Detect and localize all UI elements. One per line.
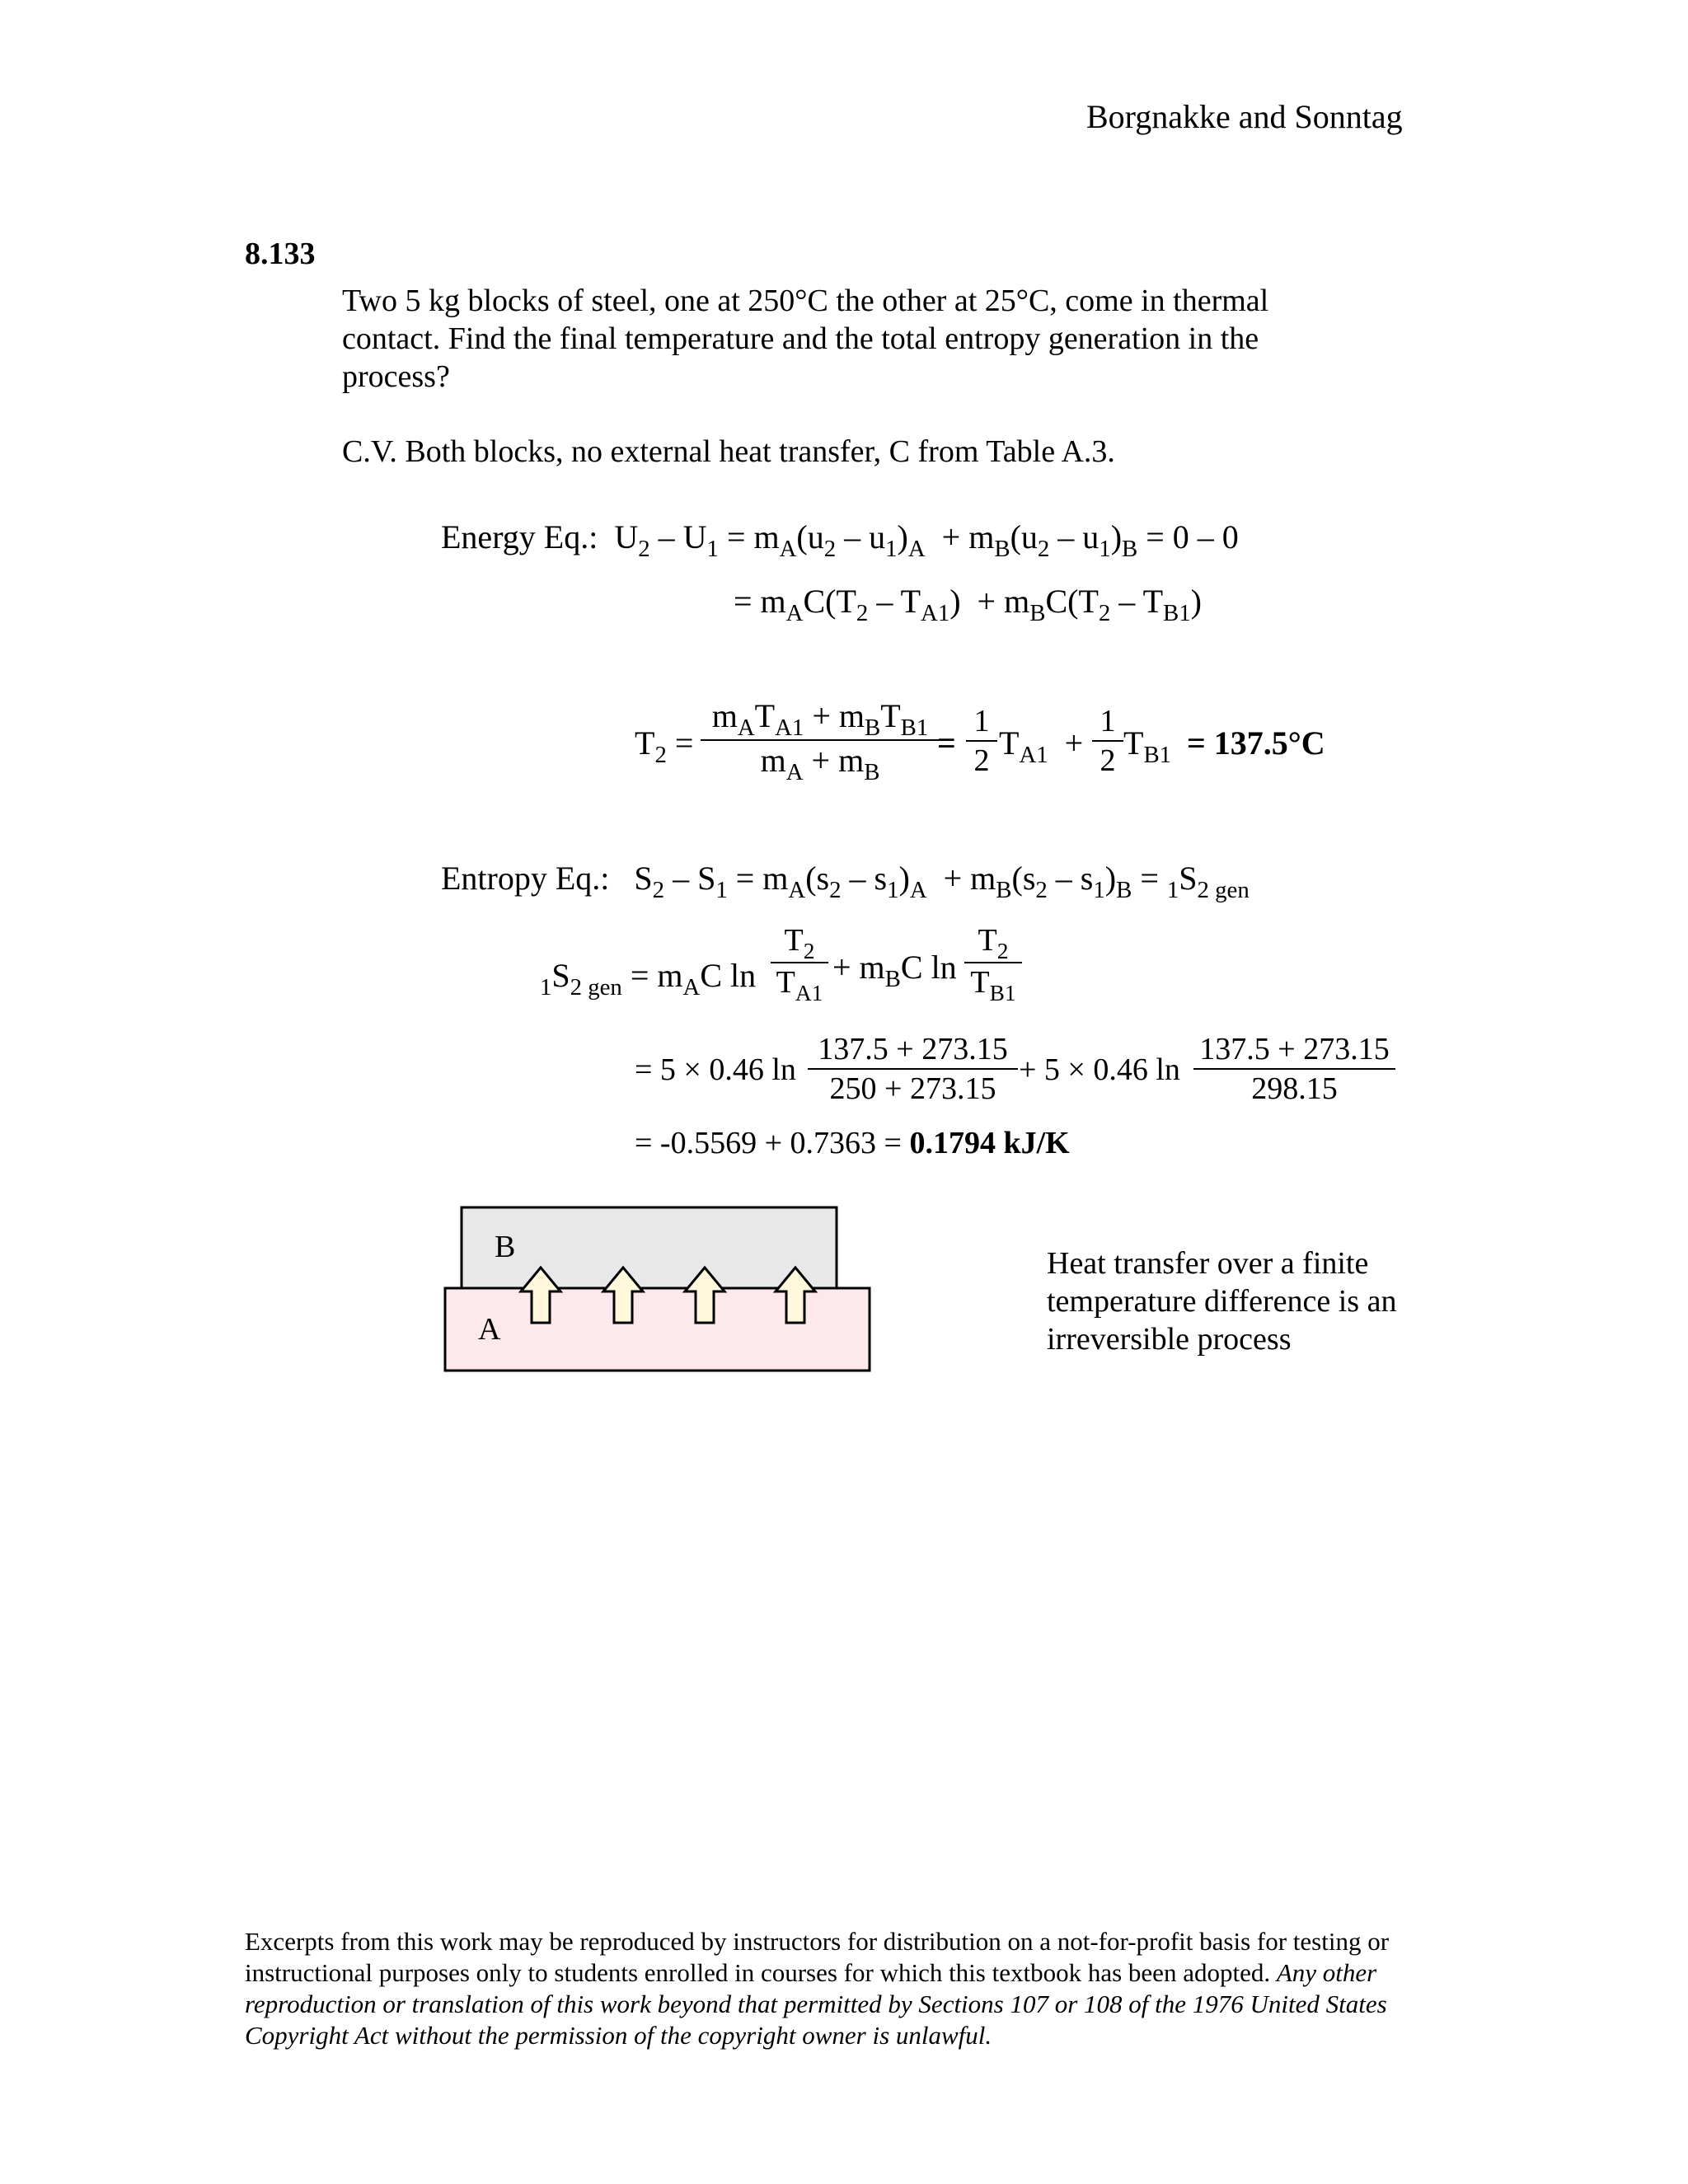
half-fraction-a: $\frac{1}{2}$ [966,702,997,780]
numeric-fraction-1-num: 137.5 + 273.15 [808,1030,1018,1070]
statement-line-3: process? [342,359,450,394]
half-fraction-b: $\frac{1}{2}$ [1092,702,1123,780]
footer-normal-text: Excerpts from this work may be reproduced by instructors for distribution on a not-for-profit basis for testing or instructional purposes only to students enrolled in courses for which this textbook has been adopted. [245,1927,1390,1987]
sgen-fraction-b: $\frac{T_2}{T_{B1}}$ [964,921,1022,1004]
t2-equals: = [937,724,956,762]
numeric-fraction-1-den: 250 + 273.15 [829,1071,996,1106]
numeric-middle: + 5 × 0.46 ln [1019,1052,1180,1087]
final-result: 0.1794 kJ/K [909,1126,1070,1160]
control-volume-line: C.V. Both blocks, no external heat transfer, C from Table A.3. [342,434,1115,469]
sgen-middle: + $m_BC$ ln [832,949,957,993]
numeric-fraction-2-den: 298.15 [1251,1071,1338,1106]
header-authors: Borgnakke and Sonntag [1086,98,1403,135]
note-line-3: irreversible process [1047,1322,1292,1357]
block-a-label: A [478,1312,501,1347]
sgen-fraction-a: $\frac{T_2}{T_{A1}}$ [771,921,828,1004]
energy-equation-line-2: = $m_AC(T_2 - T_{A1}) + m_BC(T_2 - T_{B1})$ [734,583,1202,627]
numeric-fraction-2 [1193,1030,1395,1108]
t2-term-b: $T_{B1}$ [1123,724,1172,769]
sgen-lhs: $_1S_{2 gen} = m_AC$ ln [540,957,757,1001]
block-b-label: B [495,1230,516,1264]
t2-lhs: $T_2$ = [635,724,694,769]
problem-statement [342,282,1268,396]
problem-number: 8.133 [245,237,316,271]
t2-term-a: $T_{A1}$ + [999,724,1084,769]
note-line-1: Heat transfer over a finite [1047,1246,1369,1281]
entropy-label: Entropy Eq.: [441,860,610,897]
entropy-equation: Entropy Eq.: $S_2 - S_1 = m_A(s_2 - s_1)_A + m_B(s_2 - s_1)_B = _1S_{2 gen}$ [441,860,1250,904]
numeric-lhs: = 5 × 0.46 ln [635,1052,796,1087]
statement-line-1: Two 5 kg blocks of steel, one at 250°C the other at 25°C, come in thermal [342,284,1269,318]
block-b [462,1207,837,1294]
final-prefix: = -0.5569 + 0.7363 = [635,1126,910,1160]
note-line-2: temperature difference is an [1047,1284,1397,1319]
numeric-fraction-2-num: 137.5 + 273.15 [1193,1030,1395,1070]
numeric-fraction-1 [808,1030,1018,1108]
energy-label: Energy Eq.: [441,518,598,555]
blocks-figure [437,1199,882,1389]
final-result-line [635,1124,1070,1162]
copyright-footer [245,1926,1432,2051]
t2-result: = 137.5°C [1187,724,1325,762]
energy-equation: Energy Eq.: $U_2 - U_1 = m_A(u_2 - u_1)_A + m_B(u_2 - u_1)_B = 0 - 0$ [441,518,1239,563]
block-a [445,1288,870,1371]
statement-line-2: contact. Find the final temperature and the total entropy generation in the [342,321,1259,356]
irreversibility-note [1047,1244,1396,1358]
footer-italic-text: Any other reproduction or translation of this work beyond that permitted by Sections 107 or 108 of the 1976 United States Copyright Act without the permission of the copyright owner is unlawful. [245,1958,1387,2050]
t2-fraction: $m_AT_{A1} + m_BT_{B1}$ $m_A + m_B$ [701,696,940,784]
